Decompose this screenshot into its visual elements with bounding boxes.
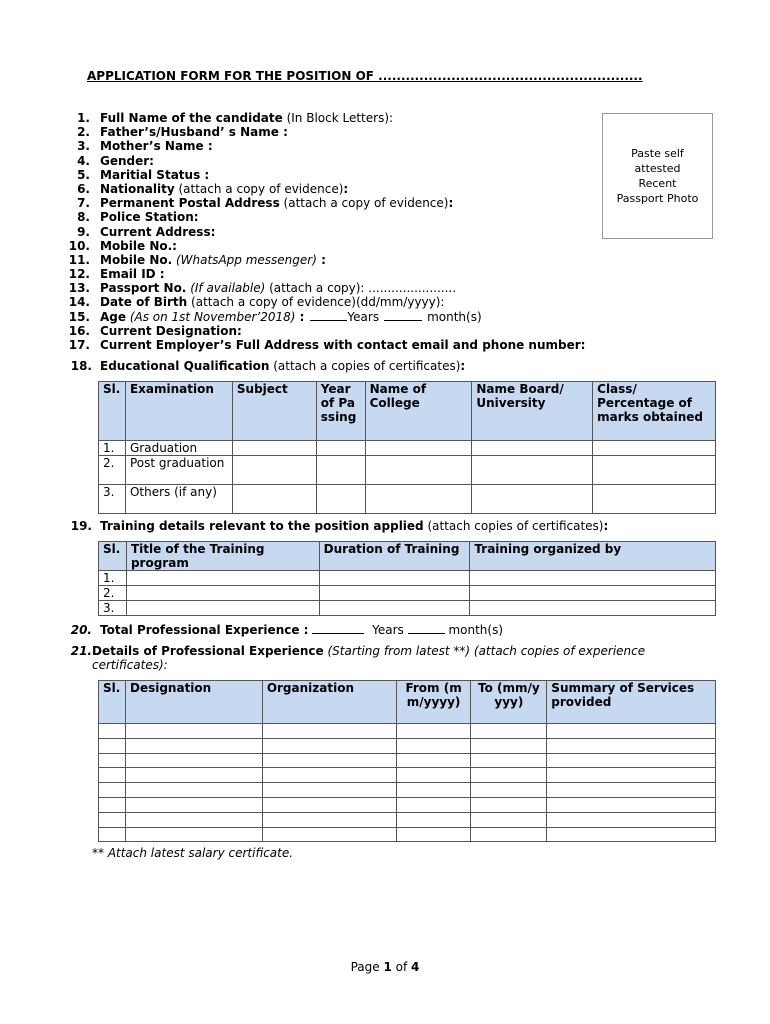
table-cell[interactable] [99,768,126,783]
table-cell[interactable] [472,456,593,485]
item-label: Mobile No. [100,252,173,267]
list-item [62,225,722,239]
table-row [99,783,716,798]
table-cell[interactable] [125,724,262,739]
table-cell[interactable] [99,738,126,753]
section-note: (attach a copies of certificates) [269,359,461,373]
item-label: Mother’s Name : [100,139,213,154]
table-cell[interactable] [126,601,319,616]
photo-box-line: Paste self [631,147,684,160]
table-cell[interactable] [99,783,126,798]
age-years-input-line[interactable] [310,311,347,321]
item-label: Gender: [100,153,154,168]
table-cell[interactable] [125,812,262,827]
item-number: 15. [68,309,90,324]
months-label: month(s) [427,309,482,324]
table-row [99,753,716,768]
months-input-line[interactable] [408,624,445,634]
item-number: 10. [68,238,90,253]
col-header-sl: Sl. [99,382,126,441]
table-cell[interactable] [547,812,716,827]
page-footer [0,960,770,974]
item-number: 8. [77,210,90,225]
months-label: month(s) [448,623,504,637]
section-note: (attach copies of certificates) [423,519,604,533]
table-cell: Post graduation [125,456,232,485]
section-title: Educational Qualification [100,359,270,373]
table-cell[interactable] [99,812,126,827]
item-colon: : [343,181,349,196]
table-row [99,456,716,485]
item-colon: : [295,309,305,324]
table-cell[interactable] [547,827,716,842]
item-hint: (As on 1st November’2018) [126,309,296,324]
table-row [99,738,716,753]
table-cell[interactable] [125,753,262,768]
table-cell[interactable] [316,456,365,485]
table-cell[interactable] [319,586,470,601]
table-cell[interactable] [547,768,716,783]
item-number: 7. [77,196,90,211]
col-header-to: To (mm/yyyy) [471,681,547,724]
item-number: 13. [68,281,90,296]
table-cell[interactable] [396,753,471,768]
table-cell[interactable] [99,797,126,812]
section-number: 19. [70,519,92,533]
table-cell: Graduation [125,441,232,456]
item-note: (attach a copy of evidence)(dd/mm/yyyy): [187,295,445,310]
footer-prefix: Page [350,960,384,974]
col-header-summary: Summary of Services provided [547,681,716,724]
table-cell: 2. [99,586,127,601]
col-header-from: From (mm/yyyy) [396,681,471,724]
list-item [62,239,722,253]
table-cell[interactable] [365,485,472,514]
item-note: (attach a copy): ....................... [265,281,457,296]
section-title: Total Professional Experience : [100,623,309,637]
section-title: Details of Professional Experience [92,644,324,658]
list-item [62,210,722,224]
table-row [99,485,716,514]
years-label: Years [347,309,380,324]
table-row [99,812,716,827]
table-cell[interactable] [365,441,472,456]
table-row [99,571,716,586]
table-cell[interactable] [396,724,471,739]
item-number: 17. [68,338,90,352]
section-note: (Starting from latest **) (attach copies of experience certificates): [92,644,646,672]
item-number: 14. [68,295,90,310]
item-note: (In Block Letters): [282,111,394,125]
table-cell[interactable] [316,485,365,514]
item-number: 2. [77,125,90,140]
years-label: Years [372,623,404,637]
table-cell[interactable] [365,456,472,485]
item-hint: (If available) [186,281,266,296]
list-item [62,168,722,182]
list-item [62,267,722,281]
list-item [62,139,722,153]
table-cell: 1. [99,571,127,586]
section-number: 20. [70,623,92,637]
photo-box-line: attested [634,162,681,175]
table-cell[interactable] [262,768,396,783]
item-number: 11. [68,252,90,267]
list-item [62,295,722,309]
table-cell[interactable] [262,783,396,798]
table-cell[interactable] [471,812,547,827]
table-row [99,441,716,456]
item-hint: (WhatsApp messenger) [172,252,317,267]
list-item [62,253,722,267]
table-cell[interactable] [316,441,365,456]
table-cell[interactable] [262,827,396,842]
table-row [99,724,716,739]
table-cell[interactable] [547,797,716,812]
personal-details-list [62,111,722,352]
table-cell[interactable] [99,724,126,739]
education-table [98,381,716,514]
section-colon: : [460,359,466,373]
years-input-line[interactable] [312,624,364,634]
item-label: Date of Birth [100,295,188,310]
item-label: Passport No. [100,281,187,296]
item-colon: : [316,252,326,267]
current-page-number: 1 [383,960,392,974]
table-cell[interactable] [262,724,396,739]
item-number: 9. [77,224,90,239]
item-colon: : [448,196,454,211]
table-cell[interactable] [470,571,716,586]
list-item [62,111,722,125]
table-cell[interactable] [471,724,547,739]
list-item [62,125,722,139]
section-number: 21. [70,644,92,658]
table-cell: 2. [99,456,126,485]
table-cell[interactable] [593,456,716,485]
table-cell[interactable] [262,797,396,812]
table-cell[interactable] [126,571,319,586]
item-number: 16. [68,323,90,338]
total-pages: 4 [411,960,420,974]
table-cell[interactable] [593,441,716,456]
list-item [62,310,722,324]
col-header-sl: Sl. [99,681,126,724]
table-cell[interactable] [396,827,471,842]
table-cell[interactable] [125,738,262,753]
table-cell: Others (if any) [125,485,232,514]
item-label: Police Station: [100,210,199,225]
table-cell[interactable] [99,753,126,768]
table-cell[interactable] [125,783,262,798]
table-cell[interactable] [232,456,316,485]
list-item [62,182,722,196]
table-cell[interactable] [547,783,716,798]
item-number: 3. [77,139,90,154]
item-note: (attach a copy of evidence) [174,181,344,196]
item-number: 6. [77,181,90,196]
table-cell[interactable] [471,753,547,768]
table-cell[interactable] [262,738,396,753]
col-header-sl: Sl. [99,542,127,571]
table-cell[interactable] [470,586,716,601]
table-cell[interactable] [472,441,593,456]
item-label: Age [100,309,127,324]
table-cell[interactable] [232,485,316,514]
table-cell[interactable] [396,738,471,753]
table-cell[interactable] [547,753,716,768]
item-label: Nationality [100,181,175,196]
table-row [99,586,716,601]
experience-table [98,680,716,842]
item-label: Current Designation: [100,323,242,338]
table-cell[interactable] [99,827,126,842]
col-header-examination: Examination [125,382,232,441]
table-cell: 3. [99,485,126,514]
table-cell[interactable] [396,783,471,798]
item-label: Permanent Postal Address [100,196,280,211]
item-number: 4. [77,153,90,168]
table-cell[interactable] [396,768,471,783]
table-cell[interactable] [471,783,547,798]
table-cell[interactable] [126,586,319,601]
table-cell[interactable] [547,724,716,739]
page-title: APPLICATION FORM FOR THE POSITION OF .......................................................... [87,69,643,83]
table-cell[interactable] [319,601,470,616]
table-cell[interactable] [471,797,547,812]
item-label: Full Name of the candidate [100,111,283,125]
table-cell: 1. [99,441,126,456]
table-cell[interactable] [470,601,716,616]
list-item [62,154,722,168]
item-label: Current Employer’s Full Address with contact email and phone number: [100,338,586,352]
section-title: Training details relevant to the position applied [100,519,424,533]
table-cell[interactable] [593,485,716,514]
table-cell[interactable] [471,827,547,842]
table-cell: 3. [99,601,127,616]
table-cell[interactable] [262,753,396,768]
photo-box-line: Passport Photo [616,192,699,205]
table-row [99,827,716,842]
list-item [62,338,722,352]
table-cell[interactable] [125,797,262,812]
table-row [99,601,716,616]
item-number: 5. [77,167,90,182]
col-header-duration: Duration of Training [319,542,470,571]
col-header-subject: Subject [232,382,316,441]
table-cell[interactable] [471,768,547,783]
col-header-year-of-passing: Year of Passing [316,382,365,441]
section-colon: : [603,519,609,533]
table-cell[interactable] [472,485,593,514]
table-cell[interactable] [125,768,262,783]
item-label: Email ID : [100,267,165,282]
table-cell[interactable] [396,797,471,812]
table-cell[interactable] [232,441,316,456]
list-item [62,324,722,338]
section-number: 18. [70,359,92,373]
list-item [62,196,722,210]
table-cell[interactable] [125,827,262,842]
training-table [98,541,716,616]
item-note: (attach a copy of evidence) [279,196,449,211]
col-header-organized-by: Training organized by [470,542,716,571]
item-label: Father’s/Husband’ s Name : [100,125,288,140]
footer-of: of [391,960,412,974]
item-number: 12. [68,267,90,282]
salary-certificate-note: ** Attach latest salary certificate. [92,846,294,860]
col-header-organization: Organization [262,681,396,724]
item-label: Current Address: [100,224,216,239]
age-months-input-line[interactable] [384,311,422,321]
photo-box-line: Recent [638,177,677,190]
table-cell[interactable] [547,738,716,753]
table-row [99,768,716,783]
list-item [62,281,722,295]
item-label: Maritial Status : [100,167,210,182]
col-header-name-of-college: Name of College [365,382,472,441]
table-cell[interactable] [319,571,470,586]
table-cell[interactable] [262,812,396,827]
item-label: Mobile No.: [100,238,177,253]
col-header-designation: Designation [125,681,262,724]
item-number: 1. [77,111,90,125]
table-cell[interactable] [396,812,471,827]
col-header-class-percentage: Class/ Percentage of marks obtained [593,382,716,441]
col-header-board-university: Name Board/ University [472,382,593,441]
table-cell[interactable] [471,738,547,753]
col-header-training-title: Title of the Training program [126,542,319,571]
table-row [99,797,716,812]
